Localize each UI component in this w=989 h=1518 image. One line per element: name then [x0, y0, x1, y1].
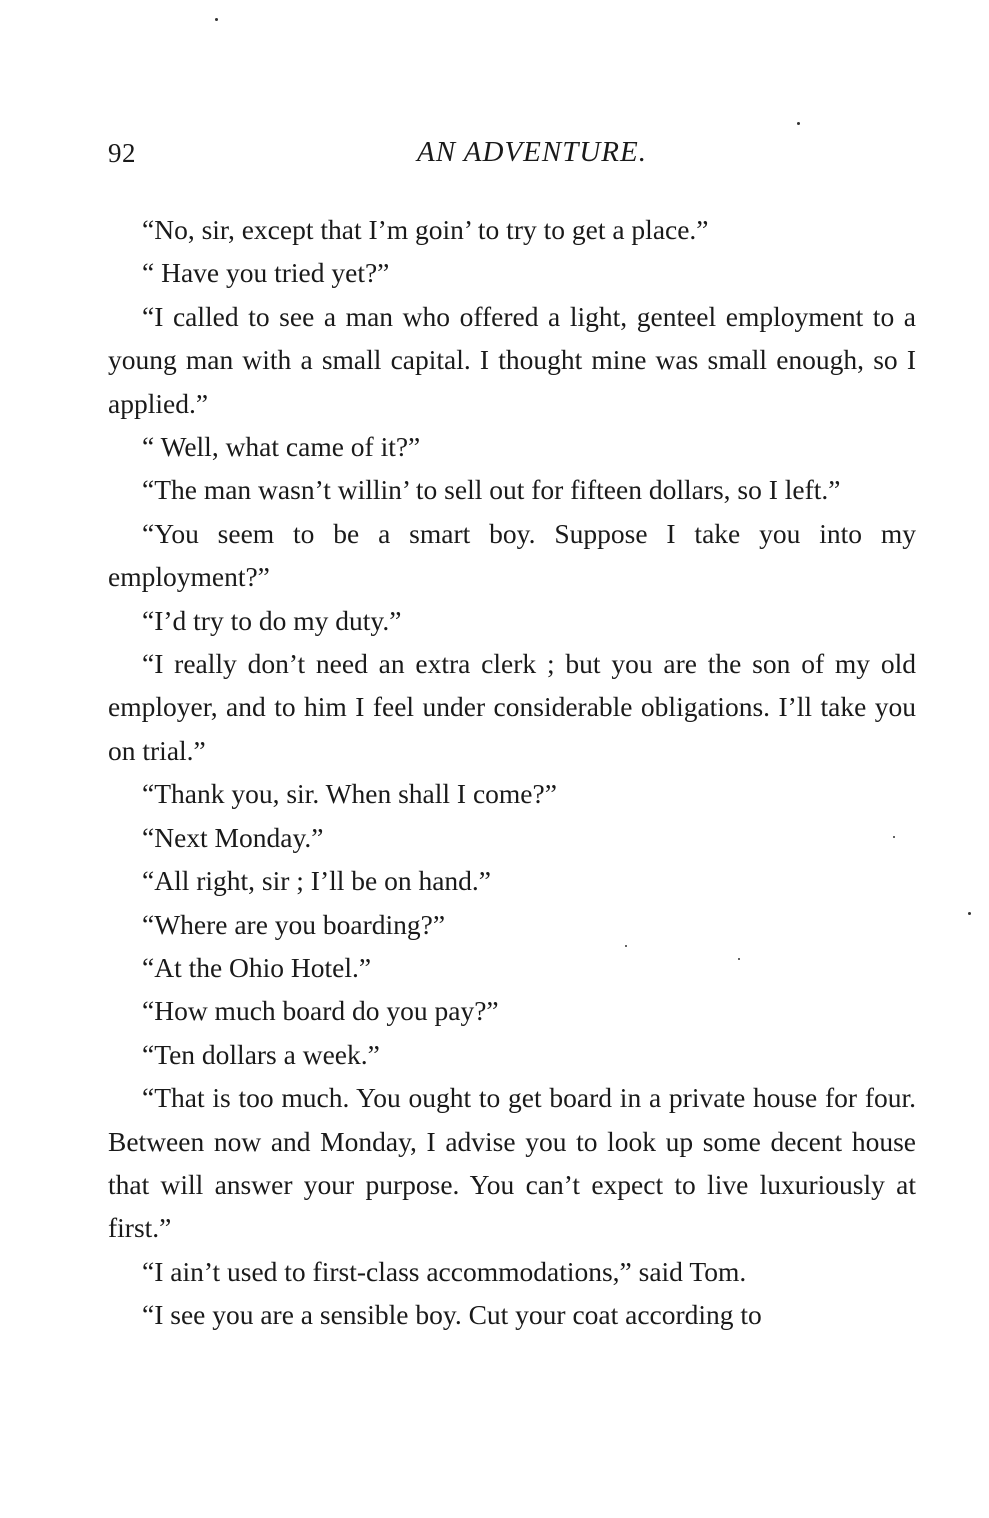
paragraph: “ Have you tried yet?” — [142, 257, 390, 289]
paragraph: “Thank you, sir. When shall I come?” — [142, 778, 557, 810]
running-title: AN ADVENTURE. — [417, 136, 647, 168]
paragraph: “You seem to be a smart boy. Suppose I take you into my employment?” — [108, 517, 916, 593]
paragraph: “ Well, what came of it?” — [142, 431, 421, 463]
body-text — [108, 208, 916, 1337]
scan-speck — [797, 122, 800, 125]
paragraph: “I called to see a man who offered a light, genteel employment to a young man with a small capital. I thought mine was small enough, so I applied.” — [108, 300, 916, 419]
paragraph: “Next Monday.” — [142, 821, 324, 853]
paragraph: “Ten dollars a week.” — [142, 1038, 380, 1070]
paragraph: “That is too much. You ought to get board in a private house for four. Between now and Monday, I advise you to look up some decent house that will answer your purpose. You can’t expect to live luxuriously at first.” — [108, 1082, 916, 1244]
paragraph: “I see you are a sensible boy. Cut your coat according to — [142, 1299, 762, 1331]
paragraph: “I ain’t used to first-class accommodations,” said Tom. — [142, 1255, 747, 1287]
scan-speck — [625, 945, 627, 947]
page-number: 92 — [108, 138, 136, 168]
paragraph: “All right, sir ; I’ll be on hand.” — [142, 865, 492, 897]
paragraph: “I really don’t need an extra clerk ; but you are the son of my old employer, and to him I feel under considerable obligations. I’ll take you on trial.” — [108, 648, 916, 766]
paragraph: “I’d try to do my duty.” — [142, 604, 402, 636]
paragraph: “How much board do you pay?” — [142, 995, 499, 1027]
scan-speck — [968, 912, 971, 915]
running-head — [108, 132, 916, 176]
paragraph: “Where are you boarding?” — [142, 908, 446, 940]
paragraph: “At the Ohio Hotel.” — [142, 951, 372, 983]
paragraph: “The man wasn’t willin’ to sell out for fifteen dollars, so I left.” — [142, 474, 841, 506]
scan-speck — [738, 958, 740, 960]
scan-speck — [215, 18, 218, 21]
scan-speck — [893, 836, 895, 838]
paragraph: “No, sir, except that I’m goin’ to try to get a place.” — [142, 214, 709, 245]
